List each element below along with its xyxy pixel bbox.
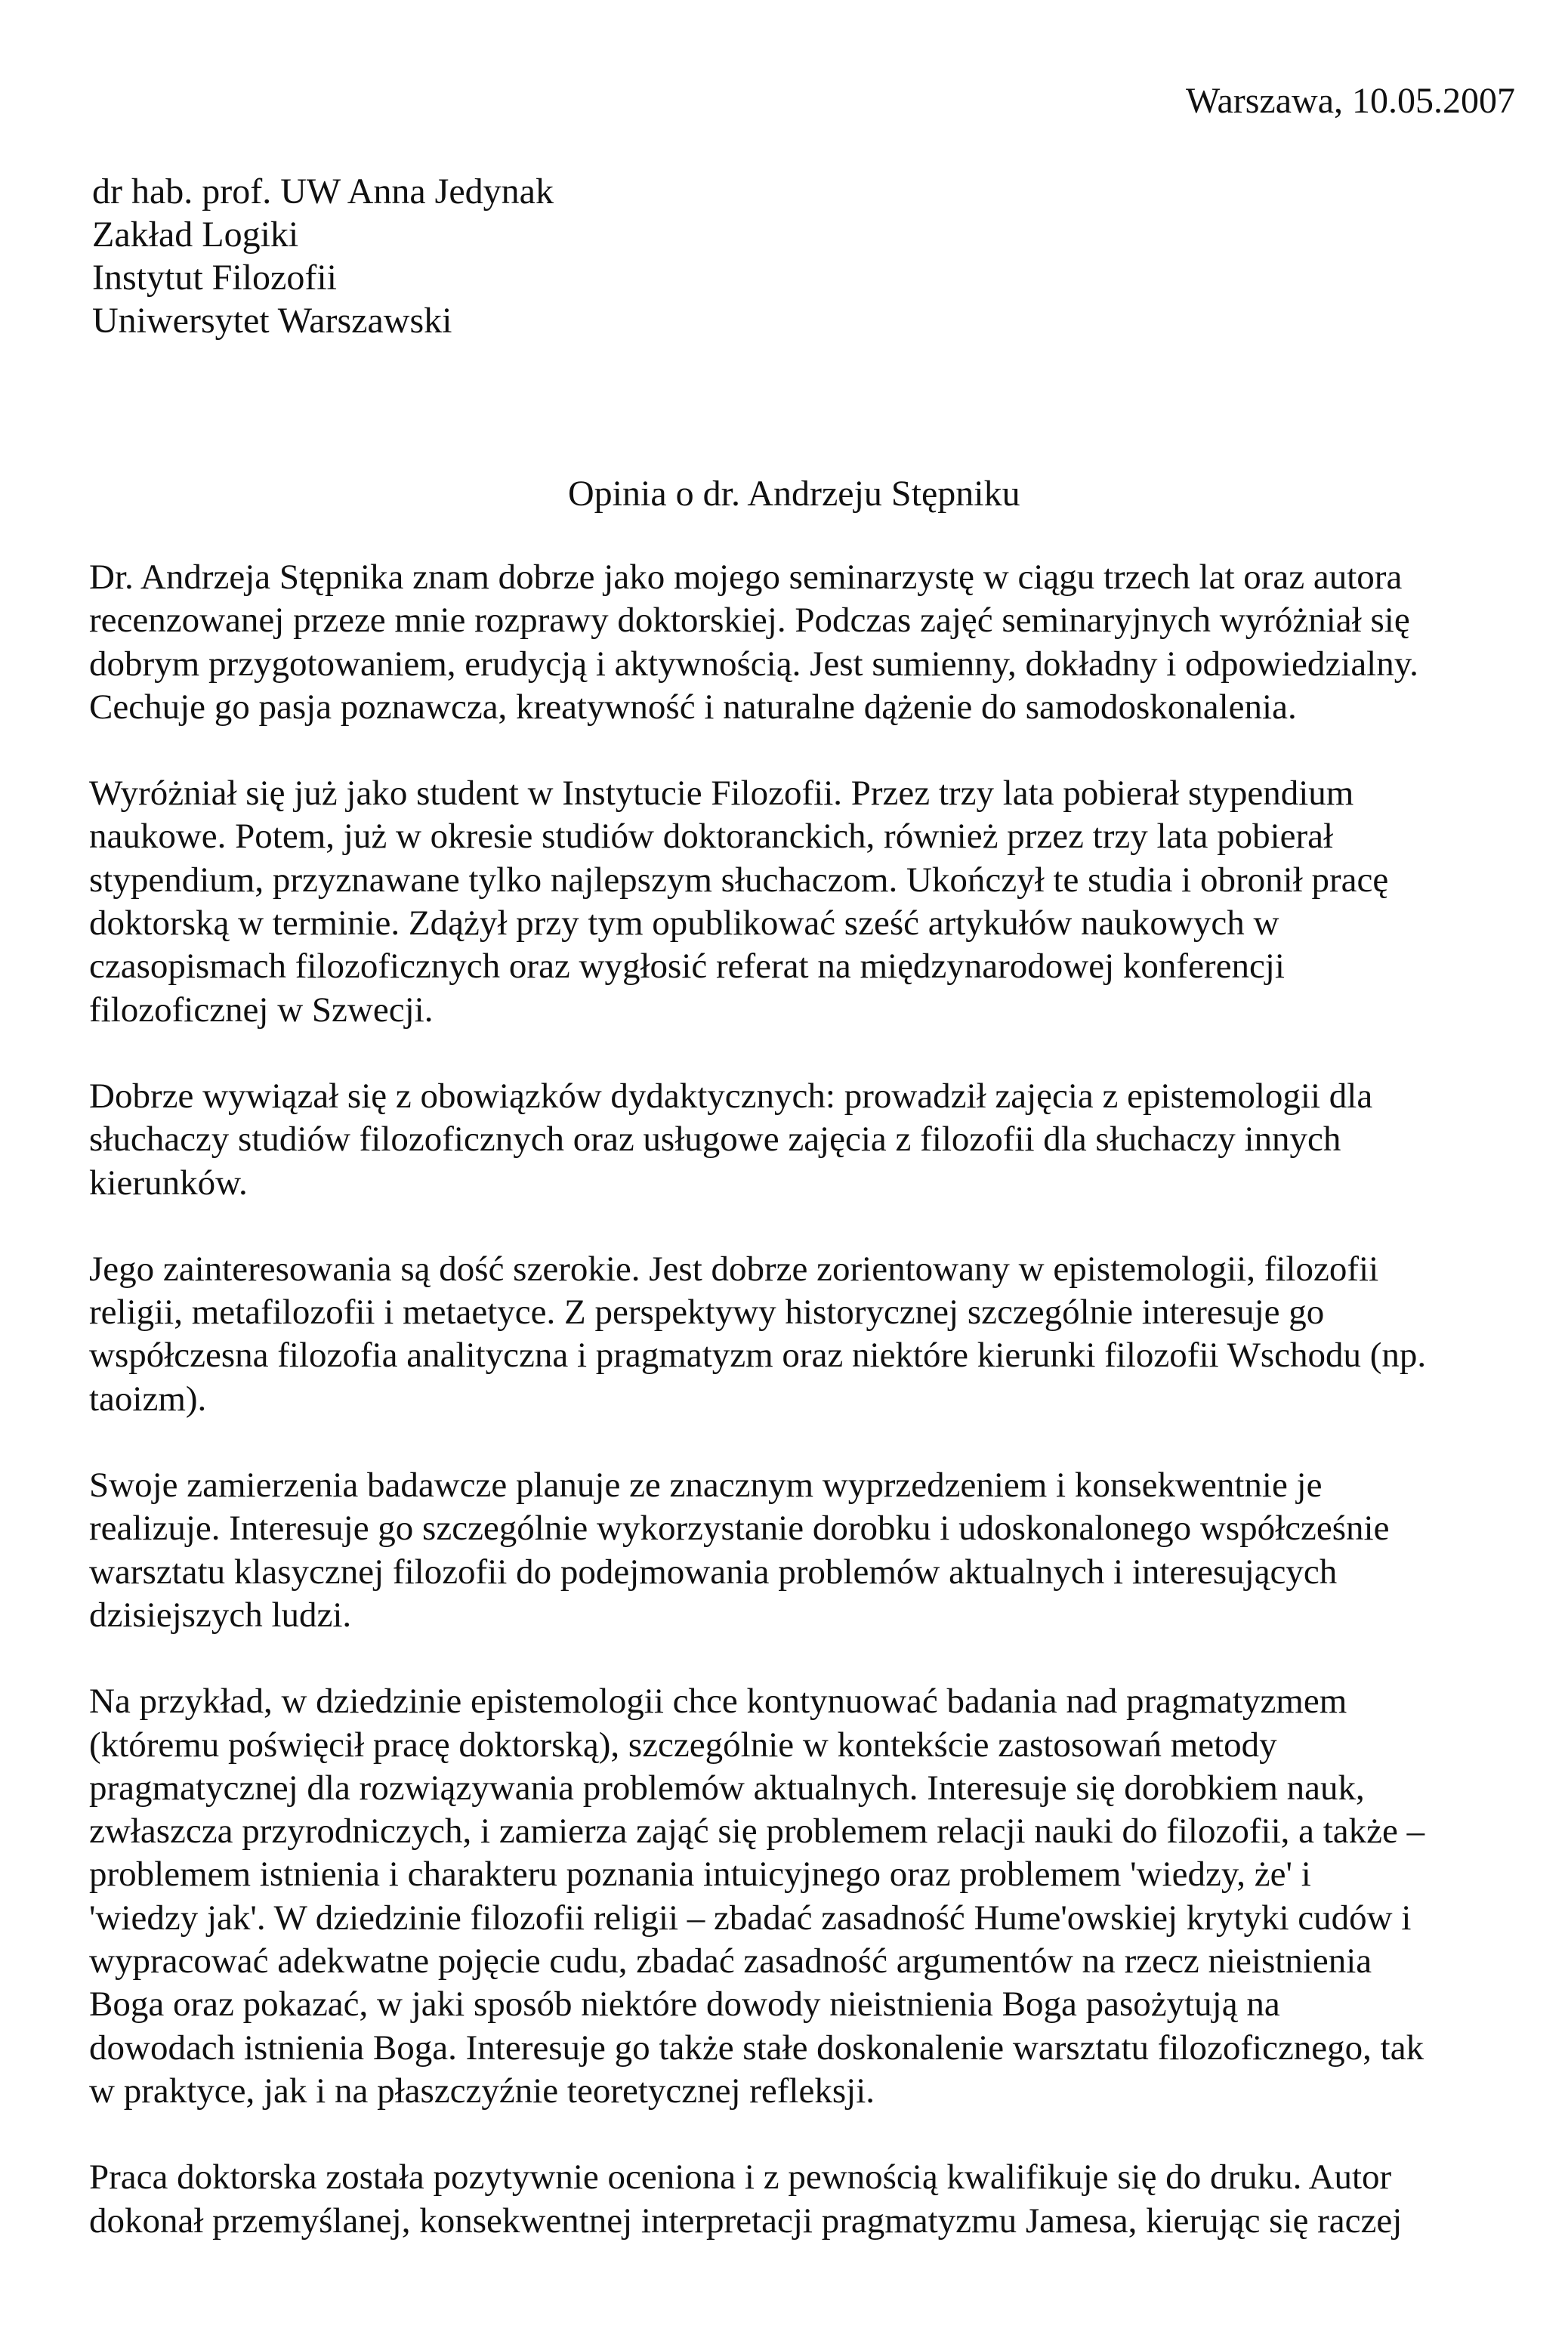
sender-address-block: [92, 170, 554, 342]
paragraph-line: dzisiejszych ludzi.: [89, 1595, 352, 1635]
paragraph: [89, 556, 1509, 729]
paragraph-line: Cechuje go pasja poznawcza, kreatywność i naturalne dążenie do samodoskonalenia.: [89, 687, 1297, 727]
paragraph-line: 'wiedzy jak'. W dziedzinie filozofii religii – zbadać zasadność Hume'owskiej krytyki cudów i: [89, 1898, 1412, 1938]
paragraph-line: Dr. Andrzeja Stępnika znam dobrze jako mojego seminarzystę w ciągu trzech lat oraz autora: [89, 557, 1403, 597]
paragraph-line: Praca doktorska została pozytywnie oceniona i z pewnością kwalifikuje się do druku. Autor: [89, 2157, 1392, 2198]
paragraph: [89, 1464, 1509, 1637]
paragraph: [89, 772, 1509, 1032]
paragraph-line: stypendium, przyznawane tylko najlepszym słuchaczom. Ukończył te studia i obronił pracę: [89, 860, 1389, 900]
paragraph: [89, 1075, 1509, 1205]
paragraph-line: dobrym przygotowaniem, erudycją i aktywnością. Jest sumienny, dokładny i odpowiedzialny.: [89, 644, 1418, 684]
paragraph-line: w praktyce, jak i na płaszczyźnie teoretycznej refleksji.: [89, 2071, 875, 2111]
sender-name: dr hab. prof. UW Anna Jedynak: [92, 171, 554, 212]
letter-title: Opinia o dr. Andrzeju Stępniku: [568, 474, 1020, 514]
paragraph: [89, 2156, 1509, 2243]
paragraph-line: recenzowanej przeze mnie rozprawy doktorskiej. Podczas zajęć seminaryjnych wyróżniał się: [89, 601, 1410, 641]
paragraph-line: współczesna filozofia analityczna i pragmatyzm oraz niektóre kierunki filozofii Wschodu (np.: [89, 1336, 1427, 1376]
paragraph-line: taoizm).: [89, 1379, 207, 1419]
paragraph-line: Na przykład, w dziedzinie epistemologii chce kontynuować badania nad pragmatyzmem: [89, 1682, 1347, 1722]
paragraph-line: wypracować adekwatne pojęcie cudu, zbadać zasadność argumentów na rzecz nieistnienia: [89, 1941, 1372, 1981]
paragraph-line: Dobrze wywiązał się z obowiązków dydaktycznych: prowadził zajęcia z epistemologii dla: [89, 1076, 1373, 1116]
paragraph-line: słuchaczy studiów filozoficznych oraz usługowe zajęcia z filozofii dla słuchaczy innych: [89, 1120, 1341, 1160]
paragraph-line: filozoficznej w Szwecji.: [89, 990, 434, 1030]
paragraph-line: Swoje zamierzenia badawcze planuje ze znacznym wyprzedzeniem i konsekwentnie je: [89, 1466, 1323, 1506]
paragraph-line: religii, metafilozofii i metaetyce. Z perspektywy historycznej szczególnie interesuje go: [89, 1293, 1325, 1333]
paragraph-line: dokonał przemyślanej, konsekwentnej interpretacji pragmatyzmu Jamesa, kierując się raczej: [89, 2201, 1403, 2241]
sender-university: Uniwersytet Warszawski: [92, 301, 452, 341]
paragraph-line: doktorską w terminie. Zdążył przy tym opublikować sześć artykułów naukowych w: [89, 903, 1279, 944]
paragraph-line: kierunków.: [89, 1163, 248, 1203]
paragraph-line: (któremu poświęcił pracę doktorską), szczególnie w kontekście zastosowań metody: [89, 1725, 1277, 1765]
paragraph-line: Boga oraz pokazać, w jaki sposób niektóre dowody nieistnienia Boga pasożytują na: [89, 1984, 1280, 2025]
paragraph-line: Jego zainteresowania są dość szerokie. Jest dobrze zorientowany w epistemologii, filozofii: [89, 1249, 1379, 1289]
paragraph-line: pragmatycznej dla rozwiązywania problemów aktualnych. Interesuje się dorobkiem nauk,: [89, 1768, 1365, 1808]
paragraph-line: Wyróżniał się już jako student w Instytucie Filozofii. Przez trzy lata pobierał stypendium: [89, 774, 1354, 814]
paragraph-line: problemem istnienia i charakteru poznania intuicyjnego oraz problemem 'wiedzy, że' i: [89, 1855, 1311, 1895]
sender-institute: Instytut Filozofii: [92, 258, 337, 298]
paragraph: [89, 1680, 1509, 2113]
paragraph-line: realizuje. Interesuje go szczególnie wykorzystanie dorobku i udoskonalonego współcześnie: [89, 1509, 1390, 1549]
letter-body: [89, 556, 1509, 2286]
sender-department: Zakład Logiki: [92, 215, 299, 255]
paragraph: [89, 1248, 1509, 1421]
letter-date: Warszawa, 10.05.2007: [1185, 81, 1515, 121]
paragraph-line: naukowe. Potem, już w okresie studiów doktoranckich, również przez trzy lata pobierał: [89, 817, 1334, 857]
paragraph-line: zwłaszcza przyrodniczych, i zamierza zająć się problemem relacji nauki do filozofii, a także –: [89, 1811, 1425, 1852]
paragraph-line: warsztatu klasycznej filozofii do podejmowania problemów aktualnych i interesujących: [89, 1552, 1338, 1592]
paragraph-line: dowodach istnienia Boga. Interesuje go także stałe doskonalenie warsztatu filozoficznego, tak: [89, 2028, 1424, 2068]
paragraph-line: czasopismach filozoficznych oraz wygłosić referat na międzynarodowej konferencji: [89, 947, 1285, 987]
